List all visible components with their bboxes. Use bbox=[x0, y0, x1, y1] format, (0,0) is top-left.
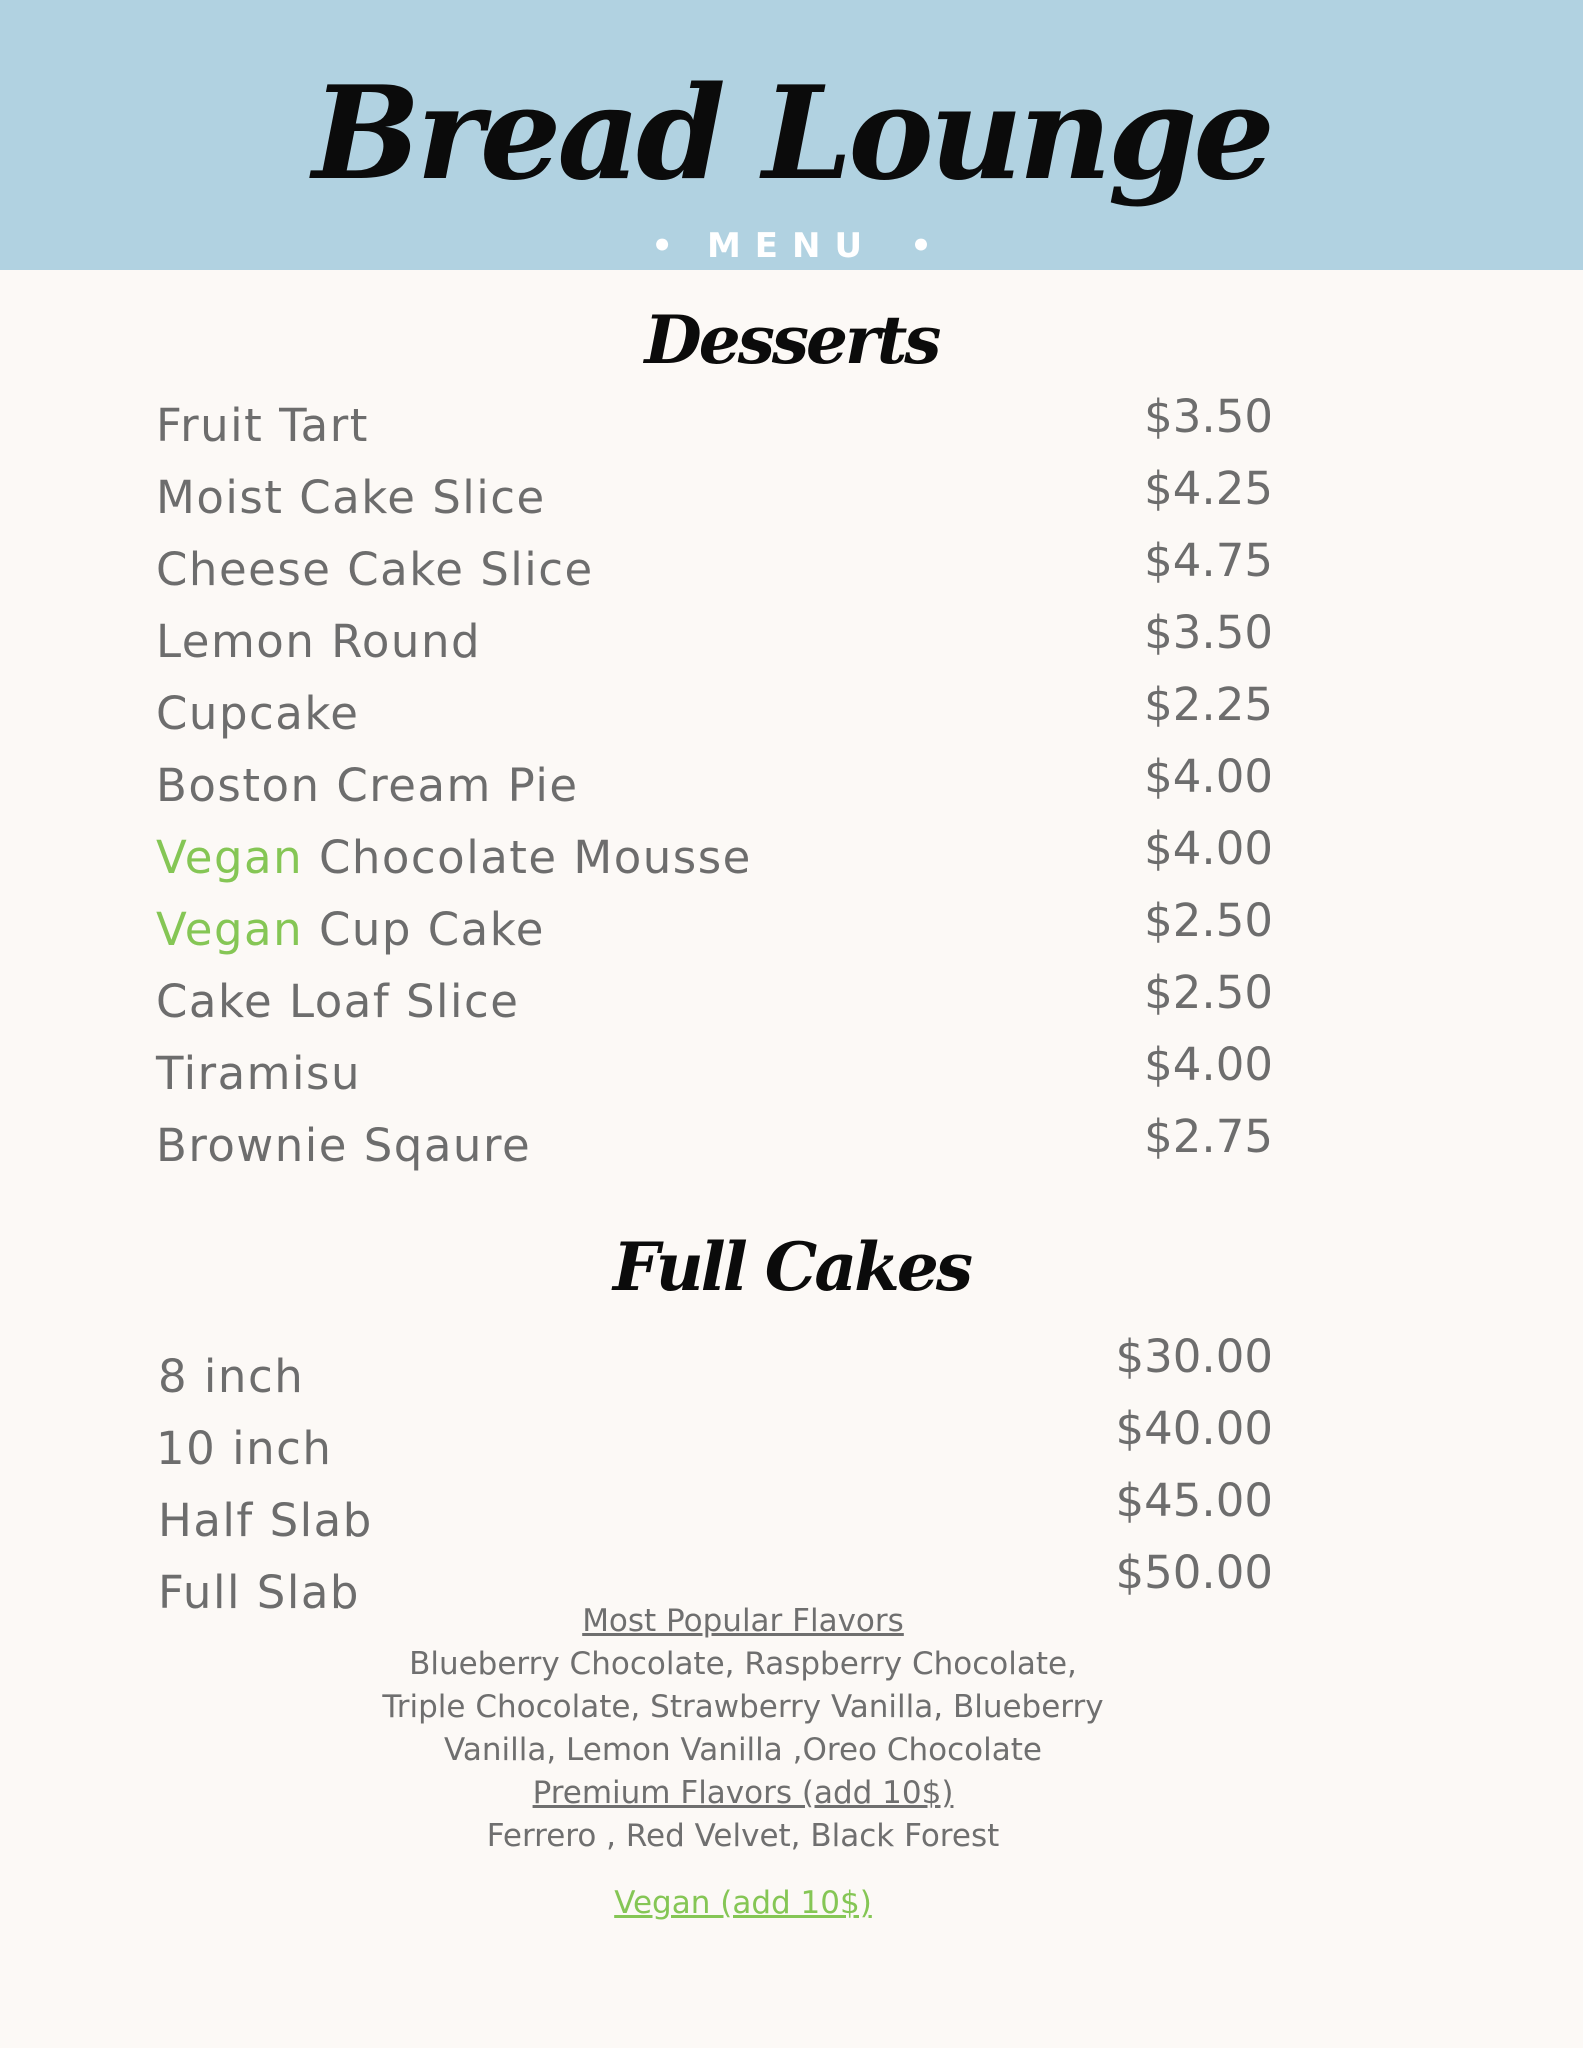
right-dot-icon: • bbox=[910, 226, 932, 266]
cake-price: $40.00 bbox=[1115, 1402, 1273, 1455]
dessert-item bbox=[156, 828, 752, 888]
cake-size-item: Full Slab bbox=[158, 1566, 360, 1619]
dessert-price: $4.25 bbox=[1144, 462, 1273, 515]
dessert-name: Cake Loaf Slice bbox=[156, 975, 520, 1028]
dessert-name: Brownie Sqaure bbox=[156, 1119, 532, 1172]
dessert-name: Chocolate Mousse bbox=[303, 831, 752, 884]
dessert-name: Cup Cake bbox=[303, 903, 545, 956]
dessert-name: Cheese Cake Slice bbox=[156, 543, 594, 596]
dessert-price: $4.00 bbox=[1144, 750, 1273, 803]
dessert-price: $3.50 bbox=[1144, 390, 1273, 443]
cake-size-item: 8 inch bbox=[158, 1350, 305, 1403]
dessert-price: $4.00 bbox=[1144, 822, 1273, 875]
dessert-name: Boston Cream Pie bbox=[156, 759, 579, 812]
dessert-item bbox=[156, 684, 359, 744]
popular-flavors-list: Blueberry Chocolate, Raspberry Chocolate, Triple Chocolate, Strawberry Vanilla, Blueberry Vanilla, Lemon Vanilla ,Oreo Chocolate bbox=[382, 1646, 1104, 1768]
dessert-price: $4.75 bbox=[1144, 534, 1273, 587]
dessert-name: Fruit Tart bbox=[156, 399, 369, 452]
menu-label bbox=[0, 224, 1583, 268]
dessert-name: Lemon Round bbox=[156, 615, 482, 668]
cake-price: $30.00 bbox=[1115, 1330, 1273, 1383]
desserts-title: Desserts bbox=[644, 301, 939, 379]
dessert-item bbox=[156, 1044, 361, 1104]
dessert-item bbox=[156, 972, 519, 1032]
dessert-item bbox=[156, 468, 546, 528]
brand-title: Bread Lounge bbox=[312, 59, 1271, 209]
cake-size-item: Half Slab bbox=[158, 1494, 373, 1547]
vegan-note: Vegan (add 10$) bbox=[614, 1885, 872, 1921]
premium-flavors-heading: Premium Flavors (add 10$) bbox=[532, 1775, 954, 1811]
dessert-price: $2.50 bbox=[1144, 894, 1273, 947]
dessert-item bbox=[156, 1116, 531, 1176]
dessert-price: $2.50 bbox=[1144, 966, 1273, 1019]
dessert-price: $3.50 bbox=[1144, 606, 1273, 659]
cake-size-item: 10 inch bbox=[156, 1422, 333, 1475]
dessert-price: $2.75 bbox=[1144, 1110, 1273, 1163]
dessert-item bbox=[156, 612, 481, 672]
dessert-item bbox=[156, 540, 594, 600]
menu-text: MENU bbox=[706, 226, 877, 266]
dessert-item bbox=[156, 756, 579, 816]
dessert-item bbox=[156, 900, 545, 960]
premium-flavors-list: Ferrero , Red Velvet, Black Forest bbox=[486, 1818, 1000, 1854]
flavors-notes bbox=[380, 1600, 1106, 1925]
full-cakes-title: Full Cakes bbox=[613, 1228, 970, 1306]
dessert-item bbox=[156, 396, 369, 456]
vegan-tag: Vegan bbox=[156, 903, 304, 956]
popular-flavors-heading: Most Popular Flavors bbox=[582, 1603, 904, 1639]
cake-price: $50.00 bbox=[1115, 1546, 1273, 1599]
dessert-name: Cupcake bbox=[156, 687, 360, 740]
dessert-price: $2.25 bbox=[1144, 678, 1273, 731]
dessert-price: $4.00 bbox=[1144, 1038, 1273, 1091]
vegan-tag: Vegan bbox=[156, 831, 304, 884]
dessert-name: Tiramisu bbox=[156, 1047, 361, 1100]
left-dot-icon: • bbox=[651, 226, 673, 266]
cake-price: $45.00 bbox=[1115, 1474, 1273, 1527]
dessert-name: Moist Cake Slice bbox=[156, 471, 546, 524]
